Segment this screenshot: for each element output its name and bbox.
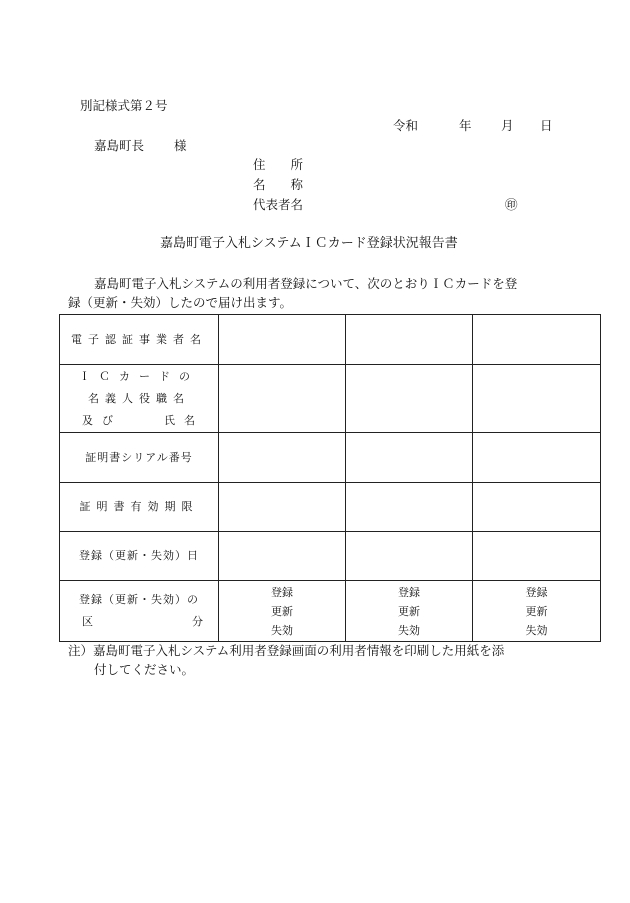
table-row: [60, 433, 601, 483]
date-year-unit: 年: [459, 118, 472, 133]
option-renew[interactable]: 更新: [398, 604, 420, 618]
registration-table: [59, 314, 601, 642]
option-renew[interactable]: 更新: [271, 604, 293, 618]
entry-cell[interactable]: [346, 365, 473, 433]
label-serial-number: 証明書シリアル番号: [60, 433, 219, 483]
addressee-name: 嘉島町長: [94, 138, 145, 153]
seal-mark: ㊞: [505, 197, 518, 212]
representative-label: 代表者名: [253, 197, 304, 212]
body-line-1: 嘉島町電子入札システムの利用者登録について、次のとおりＩＣカードを登: [94, 276, 518, 291]
entry-cell[interactable]: [473, 315, 601, 365]
entry-cell[interactable]: [219, 532, 346, 581]
entry-cell[interactable]: [219, 315, 346, 365]
option-register[interactable]: 登録: [525, 585, 548, 599]
document-title: 嘉島町電子入札システムＩＣカード登録状況報告書: [160, 236, 458, 251]
entry-cell[interactable]: [219, 433, 346, 483]
entry-cell[interactable]: [346, 532, 473, 581]
entry-cell[interactable]: [219, 483, 346, 532]
option-revoke[interactable]: 失効: [398, 623, 420, 637]
body-line-2: 録（更新・失効）したので届け出ます。: [68, 295, 293, 310]
type-options-3[interactable]: [473, 581, 601, 642]
company-name-label: 名 称: [253, 177, 304, 192]
option-revoke[interactable]: 失効: [525, 623, 548, 637]
entry-cell[interactable]: [346, 483, 473, 532]
option-register[interactable]: 登録: [271, 585, 293, 599]
entry-cell[interactable]: [346, 315, 473, 365]
entry-cell[interactable]: [473, 532, 601, 581]
table-row: [60, 365, 601, 433]
label-expiry: 証明書有効期限: [60, 483, 219, 532]
label-card-holder: ＩＣカードの 名義人役職名 及び 氏名: [60, 365, 219, 433]
table-row: [60, 315, 601, 365]
label-registration-type: 登録（更新・失効）の 区 分: [60, 581, 219, 642]
entry-cell[interactable]: [346, 433, 473, 483]
option-renew[interactable]: 更新: [525, 604, 548, 618]
date-era: 令和: [393, 118, 419, 133]
addressee-honorific: 様: [174, 138, 187, 153]
form-label: 別記様式第２号: [80, 98, 168, 113]
date-day-unit: 日: [540, 118, 553, 133]
entry-cell[interactable]: [473, 483, 601, 532]
entry-cell[interactable]: [473, 365, 601, 433]
option-register[interactable]: 登録: [398, 585, 420, 599]
label-cert-provider: 電子認証事業者名: [60, 315, 219, 365]
entry-cell[interactable]: [473, 433, 601, 483]
address-label: 住 所: [253, 157, 304, 172]
table-row: [60, 532, 601, 581]
type-options-1[interactable]: [219, 581, 346, 642]
entry-cell[interactable]: [219, 365, 346, 433]
label-registration-date: 登録（更新・失効）日: [60, 532, 219, 581]
table-row: [60, 581, 601, 642]
table-row: [60, 483, 601, 532]
option-revoke[interactable]: 失効: [271, 623, 293, 637]
date-month-unit: 月: [501, 118, 514, 133]
note-line-1: 注）嘉島町電子入札システム利用者登録画面の利用者情報を印刷した用紙を添: [68, 643, 505, 658]
note-line-2: 付してください。: [94, 662, 195, 677]
type-options-2[interactable]: [346, 581, 473, 642]
